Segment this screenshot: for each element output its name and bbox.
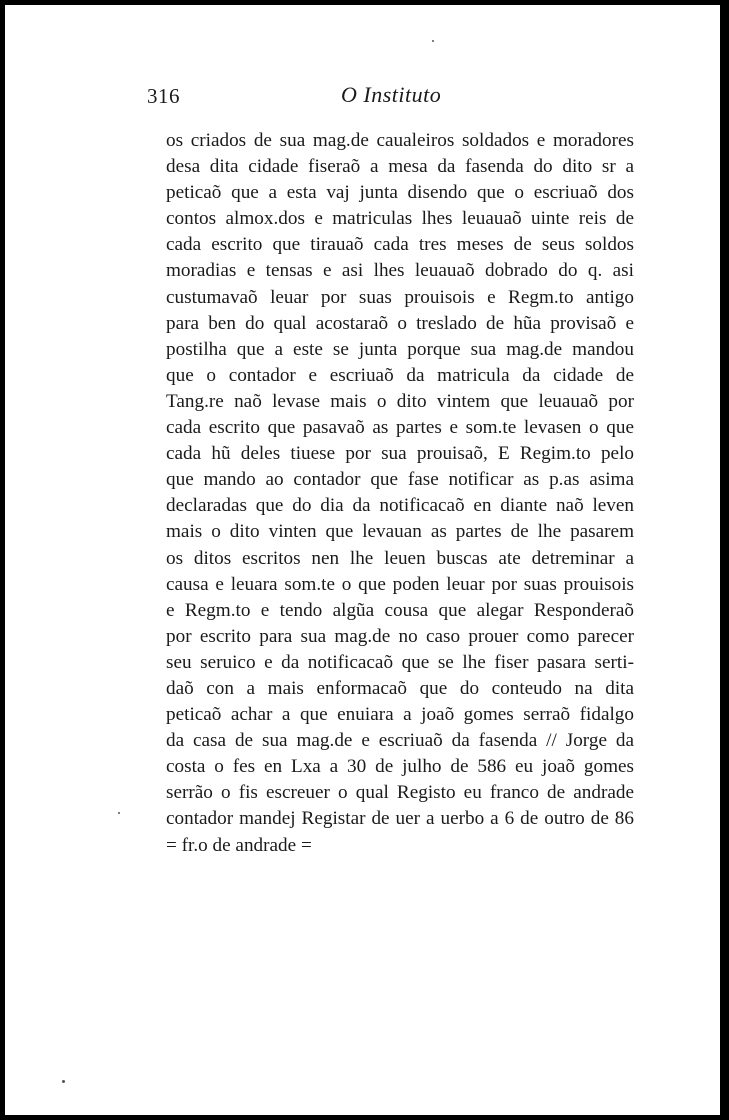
text-line: custumavaõ leuar por suas prouisois e Regm.to antigo [166,286,634,308]
text-line: da casa de sua mag.de e escriuaõ da fasenda // Jorge da [166,730,634,752]
scan-speck [432,40,434,42]
text-line: e Regm.to e tendo algũa cousa que alegar Responderaõ [166,599,634,621]
text-line: que mando ao contador que fase notificar as p.as asima [166,469,634,491]
running-title: O Instituto [341,82,442,107]
text-line: os ditos escritos nen lhe leuen buscas ate detreminar a [166,547,634,569]
text-line: causa e leuara som.te o que poden leuar por suas prouisois [166,573,634,595]
body-text [166,128,634,859]
text-line: cada hũ deles tiuese por sua prouisaõ, E Regim.to pelo [166,443,634,465]
text-line: mais o dito vinten que levauan as partes de lhe pasarem [166,521,634,543]
text-line: desa dita cidade fiseraõ a mesa da fasenda do dito sr a [166,156,634,178]
text-line: cada escrito que pasavaõ as partes e som.te levasen o que [166,417,634,439]
text-line: peticaõ que a esta vaj junta disendo que o escriuaõ dos [166,182,634,204]
scan-speck [118,812,120,814]
text-line: contador mandej Registar de uer a uerbo a 6 de outro de 86 [166,808,634,830]
text-line: para ben do qual acostaraõ o treslado de hũa provisaõ e [166,312,634,334]
page-number: 316 [147,84,180,108]
text-line: peticaõ achar a que enuiara a joaõ gomes serraõ fidalgo [166,704,634,726]
text-line: declaradas que do dia da notificacaõ en diante naõ leven [166,495,634,517]
text-line: por escrito para sua mag.de no caso prouer como parecer [166,625,634,647]
text-line: os criados de sua mag.de caualeiros soldados e moradores [166,130,634,151]
scan-speck [62,1080,65,1083]
text-line: que o contador e escriuaõ da matricula da cidade de [166,364,634,386]
text-line: moradias e tensas e asi lhes leuauaõ dobrado do q. asi [166,260,634,282]
text-line: seu seruico e da notificacaõ que se lhe fiser pasara serti- [166,651,634,673]
text-line: cada escrito que tirauaõ cada tres meses de seus soldos [166,234,634,256]
text-line: serrão o fis escreuer o qual Registo eu franco de andrade [166,782,634,804]
text-line: daõ con a mais enformacaõ que do conteudo na dita [166,677,634,699]
text-line-signature: = fr.o de andrade = [166,834,312,856]
text-line: postilha que a este se junta porque sua mag.de mandou [166,338,634,360]
text-line: costa o fes en Lxa a 30 de julho de 586 eu joaõ gomes [166,756,634,778]
text-line: contos almox.dos e matriculas lhes leuauaõ uinte reis de [166,208,634,230]
text-line: Tang.re naõ levase mais o dito vintem que leuauaõ por [166,390,634,412]
